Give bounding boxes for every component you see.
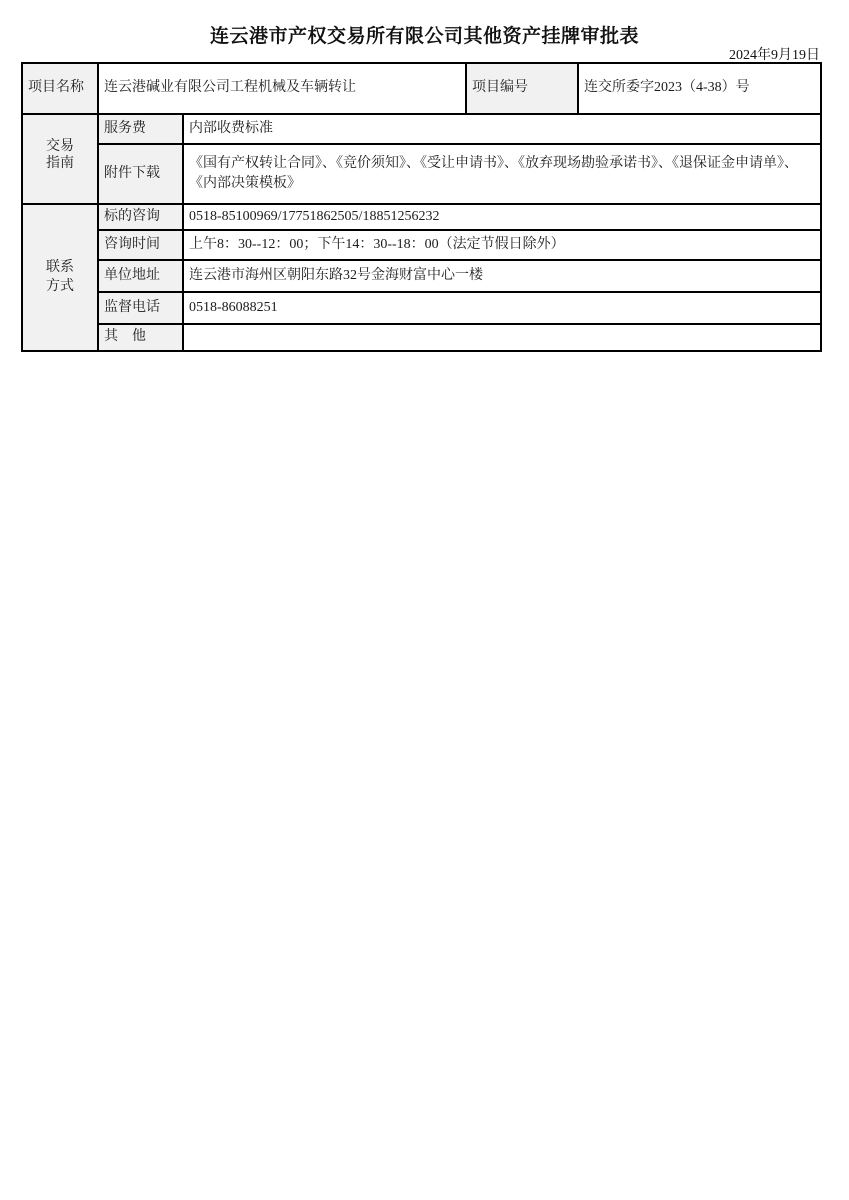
row-value-inquiry-hours: 上午8：30--12：00；下午14：30--18：00（法定节假日除外） — [183, 230, 821, 260]
page-title: 连云港市产权交易所有限公司其他资产挂牌审批表 — [209, 26, 639, 47]
table-row-inquiry-hours — [22, 230, 821, 260]
row-label-attachments: 附件下载 — [98, 144, 183, 204]
table-row-supervision-phone — [22, 292, 821, 324]
table-row-service-fee — [22, 114, 821, 144]
project-name-value: 连云港碱业有限公司工程机械及车辆转让 — [98, 63, 466, 114]
row-value-other — [183, 324, 821, 350]
group-label-contact-info — [22, 204, 98, 351]
row-label-service-fee: 服务费 — [98, 114, 183, 144]
document-date: 2024年9月19日 — [729, 48, 820, 63]
table-row-other — [22, 324, 821, 350]
row-value-attachments: 《国有产权转让合同》、《竞价须知》、《受让申请书》、《放弃现场勘验承诺书》、《退保证金申请单》、《内部决策模板》 — [183, 144, 821, 204]
row-label-inquiry-hours: 咨询时间 — [98, 230, 183, 260]
row-label-address: 单位地址 — [98, 260, 183, 292]
group-label-trading-guide-text — [28, 138, 92, 172]
group-label-trading-guide — [22, 114, 98, 204]
row-value-service-fee: 内部收费标准 — [183, 114, 821, 144]
table-row-subject-inquiry — [22, 204, 821, 230]
table-row-attachments — [22, 144, 821, 204]
row-value-address: 连云港市海州区朝阳东路32号金海财富中心一楼 — [183, 260, 821, 292]
row-value-supervision-phone: 0518-86088251 — [183, 292, 821, 324]
row-label-supervision-phone: 监督电话 — [98, 292, 183, 324]
approval-form-table — [21, 62, 822, 352]
group-label-line1: 联系 — [46, 260, 74, 276]
project-number-value: 连交所委字2023（4-38）号 — [578, 63, 821, 114]
row-label-other: 其 他 — [98, 324, 183, 350]
group-label-line2: 指南 — [46, 155, 74, 171]
project-name-label: 项目名称 — [22, 63, 98, 114]
row-value-subject-inquiry: 0518-85100969/17751862505/18851256232 — [183, 204, 821, 230]
project-number-label: 项目编号 — [466, 63, 578, 114]
table-row-address — [22, 260, 821, 292]
table-row-project — [22, 63, 821, 114]
group-label-line2: 方式 — [46, 279, 74, 295]
row-label-subject-inquiry: 标的咨询 — [98, 204, 183, 230]
group-label-line1: 交易 — [46, 138, 74, 154]
